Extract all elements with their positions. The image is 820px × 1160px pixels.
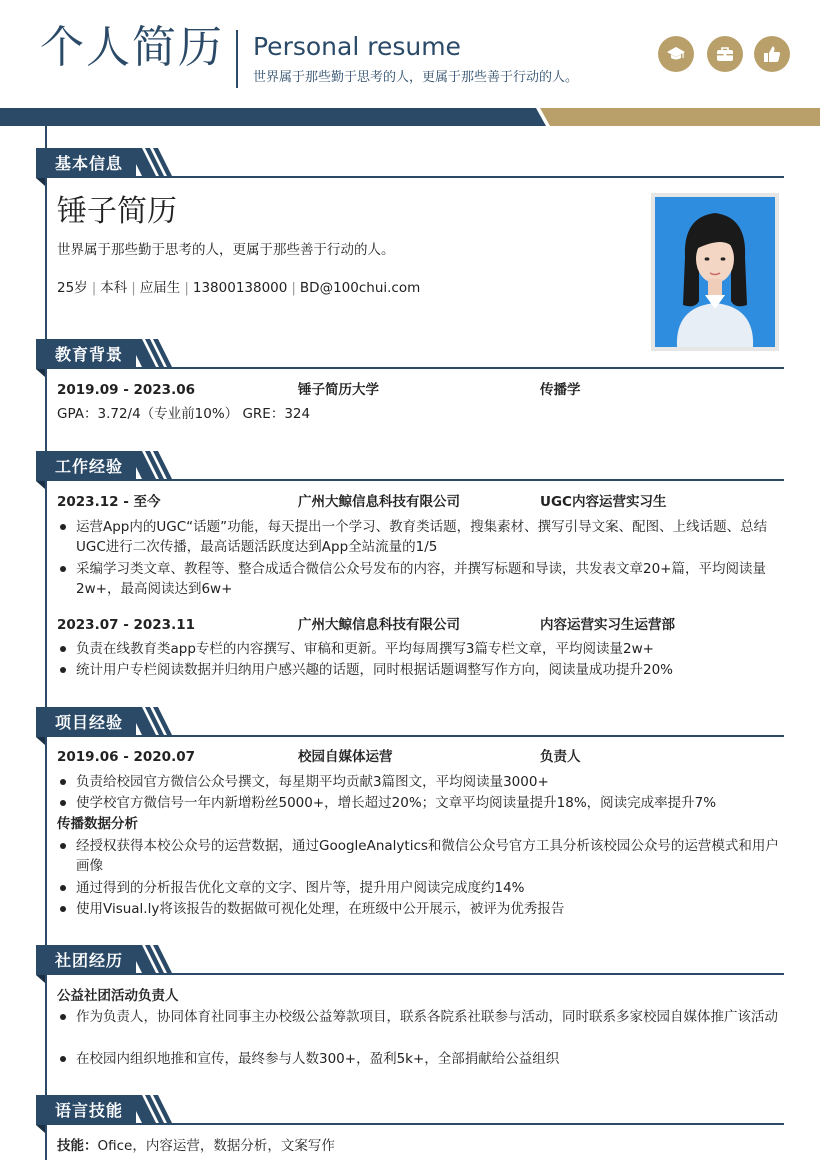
project-bullet: 使用Visual.ly将该报告的数据做可视化处理，在班级中公开展示，被评为优秀报告: [57, 899, 782, 919]
club-title: 公益社团活动负责人: [57, 988, 179, 1004]
work-role: 内容运营实习生运营部: [540, 617, 675, 633]
section-rule: [36, 735, 784, 737]
graduation-cap-icon: [658, 36, 694, 72]
candidate-motto: 世界属于那些勤于思考的人，更属于那些善于行动的人。: [57, 242, 395, 258]
section-title: 基本信息: [55, 154, 124, 173]
section-rule: [36, 367, 784, 369]
timeline-line: [45, 126, 47, 1160]
page-title-en: Personal resume: [253, 32, 461, 61]
section-rule: [36, 479, 784, 481]
title-divider: [236, 30, 238, 88]
section-notch: [36, 369, 45, 377]
resume-header: [0, 0, 820, 108]
avatar: [651, 193, 779, 351]
section-stripes: [128, 1095, 178, 1123]
briefcase-icon: [707, 36, 743, 72]
section-education: [36, 339, 784, 369]
section-notch: [36, 481, 45, 489]
club-bullet: 作为负责人，协同体育社同事主办校级公益筹款项目，联系各院系社联参与活动，同时联系多家校园自媒体推广该活动: [57, 1007, 782, 1027]
project-period: 2019.06 - 2020.07: [57, 749, 195, 765]
page-title: 个人简历: [40, 22, 224, 73]
candidate-name: 锤子简历: [57, 194, 177, 229]
section-rule: [36, 176, 784, 178]
header-banner: [0, 108, 820, 126]
section-basic-info: [36, 148, 784, 178]
section-notch: [36, 1125, 45, 1133]
education-school: 锤子简历大学: [298, 382, 379, 398]
status: 应届生: [139, 280, 181, 296]
work-bullet: 负责在线教育类app专栏的内容撰写、审稿和更新。平均每周撰写3篇专栏文章，平均阅读量2w+: [57, 639, 782, 659]
section-title: 社团经历: [55, 951, 124, 970]
email: BD@100chui.com: [299, 280, 421, 296]
section-title: 教育背景: [55, 345, 124, 364]
section-rule: [36, 973, 784, 975]
section-skills: [36, 1095, 784, 1125]
section-stripes: [128, 451, 178, 479]
project-bullet: 经授权获得本校公众号的运营数据，通过GoogleAnalytics和微信公众号官方工具分析该校园公众号的运营模式和用户画像: [57, 836, 782, 876]
work-bullet: 统计用户专栏阅读数据并归纳用户感兴趣的话题，同时根据话题调整写作方向，阅读量成功提升20%: [57, 660, 782, 680]
section-rule: [36, 1123, 784, 1125]
skills-label: 技能：: [57, 1138, 98, 1154]
section-notch: [36, 975, 45, 983]
section-stripes: [128, 707, 178, 735]
section-notch: [36, 737, 45, 745]
work-company: 广州大鲸信息科技有限公司: [298, 494, 460, 510]
work-period: 2023.07 - 2023.11: [57, 617, 195, 633]
age: 25岁: [57, 280, 88, 296]
candidate-details: 25岁 | 本科 | 应届生 | 13800138000 | BD@100chui.com: [57, 280, 421, 296]
section-title: 语言技能: [55, 1101, 124, 1120]
project-role: 负责人: [540, 749, 581, 765]
work-bullet: 采编学习类文章、教程等、整合成适合微信公众号发布的内容，并撰写标题和导读，共发表文章20+篇，平均阅读量2w+，最高阅读达到6w+: [57, 559, 782, 599]
skills-value: Ofice，内容运营，数据分析，文案写作: [97, 1138, 335, 1154]
section-title: 项目经验: [55, 713, 124, 732]
degree: 本科: [100, 280, 128, 296]
section-stripes: [128, 339, 178, 367]
section-title: 工作经验: [55, 457, 124, 476]
work-role: UGC内容运营实习生: [540, 494, 667, 510]
section-project: [36, 707, 784, 737]
project-bullet: 通过得到的分析报告优化文章的文字、图片等，提升用户阅读完成度约14%: [57, 878, 782, 898]
skills-line: [57, 1136, 335, 1156]
work-bullet: 运营App内的UGC“话题”功能，每天提出一个学习、教育类话题，搜集素材、撰写引导文案、配图、上线话题、总结UGC进行二次传播，最高话题活跃度达到App全站流量的1/5: [57, 517, 782, 557]
section-notch: [36, 178, 45, 186]
section-stripes: [128, 945, 178, 973]
education-detail: GPA：3.72/4（专业前10%） GRE：324: [57, 406, 311, 422]
thumbs-up-icon: [754, 36, 790, 72]
education-period: 2019.09 - 2023.06: [57, 382, 195, 398]
education-major: 传播学: [540, 382, 581, 398]
section-club: [36, 945, 784, 975]
club-bullet: 在校园内组织地推和宣传，最终参与人数300+，盈利5k+，全部捐献给公益组织: [57, 1049, 782, 1069]
phone: 13800138000: [192, 280, 288, 296]
project-bullet: 使学校官方微信号一年内新增粉丝5000+，增长超过20%；文章平均阅读量提升18%，阅读完成率提升7%: [57, 793, 782, 813]
project-name: 校园自媒体运营: [298, 749, 393, 765]
section-stripes: [128, 148, 178, 176]
page-subtitle: 世界属于那些勤于思考的人，更属于那些善于行动的人。: [253, 70, 579, 85]
project-sub-title: 传播数据分析: [57, 816, 138, 832]
work-period: 2023.12 - 至今: [57, 494, 161, 510]
work-company: 广州大鲸信息科技有限公司: [298, 617, 460, 633]
project-bullet: 负责给校园官方微信公众号撰文，每星期平均贡献3篇图文，平均阅读量3000+: [57, 772, 782, 792]
section-work: [36, 451, 784, 481]
